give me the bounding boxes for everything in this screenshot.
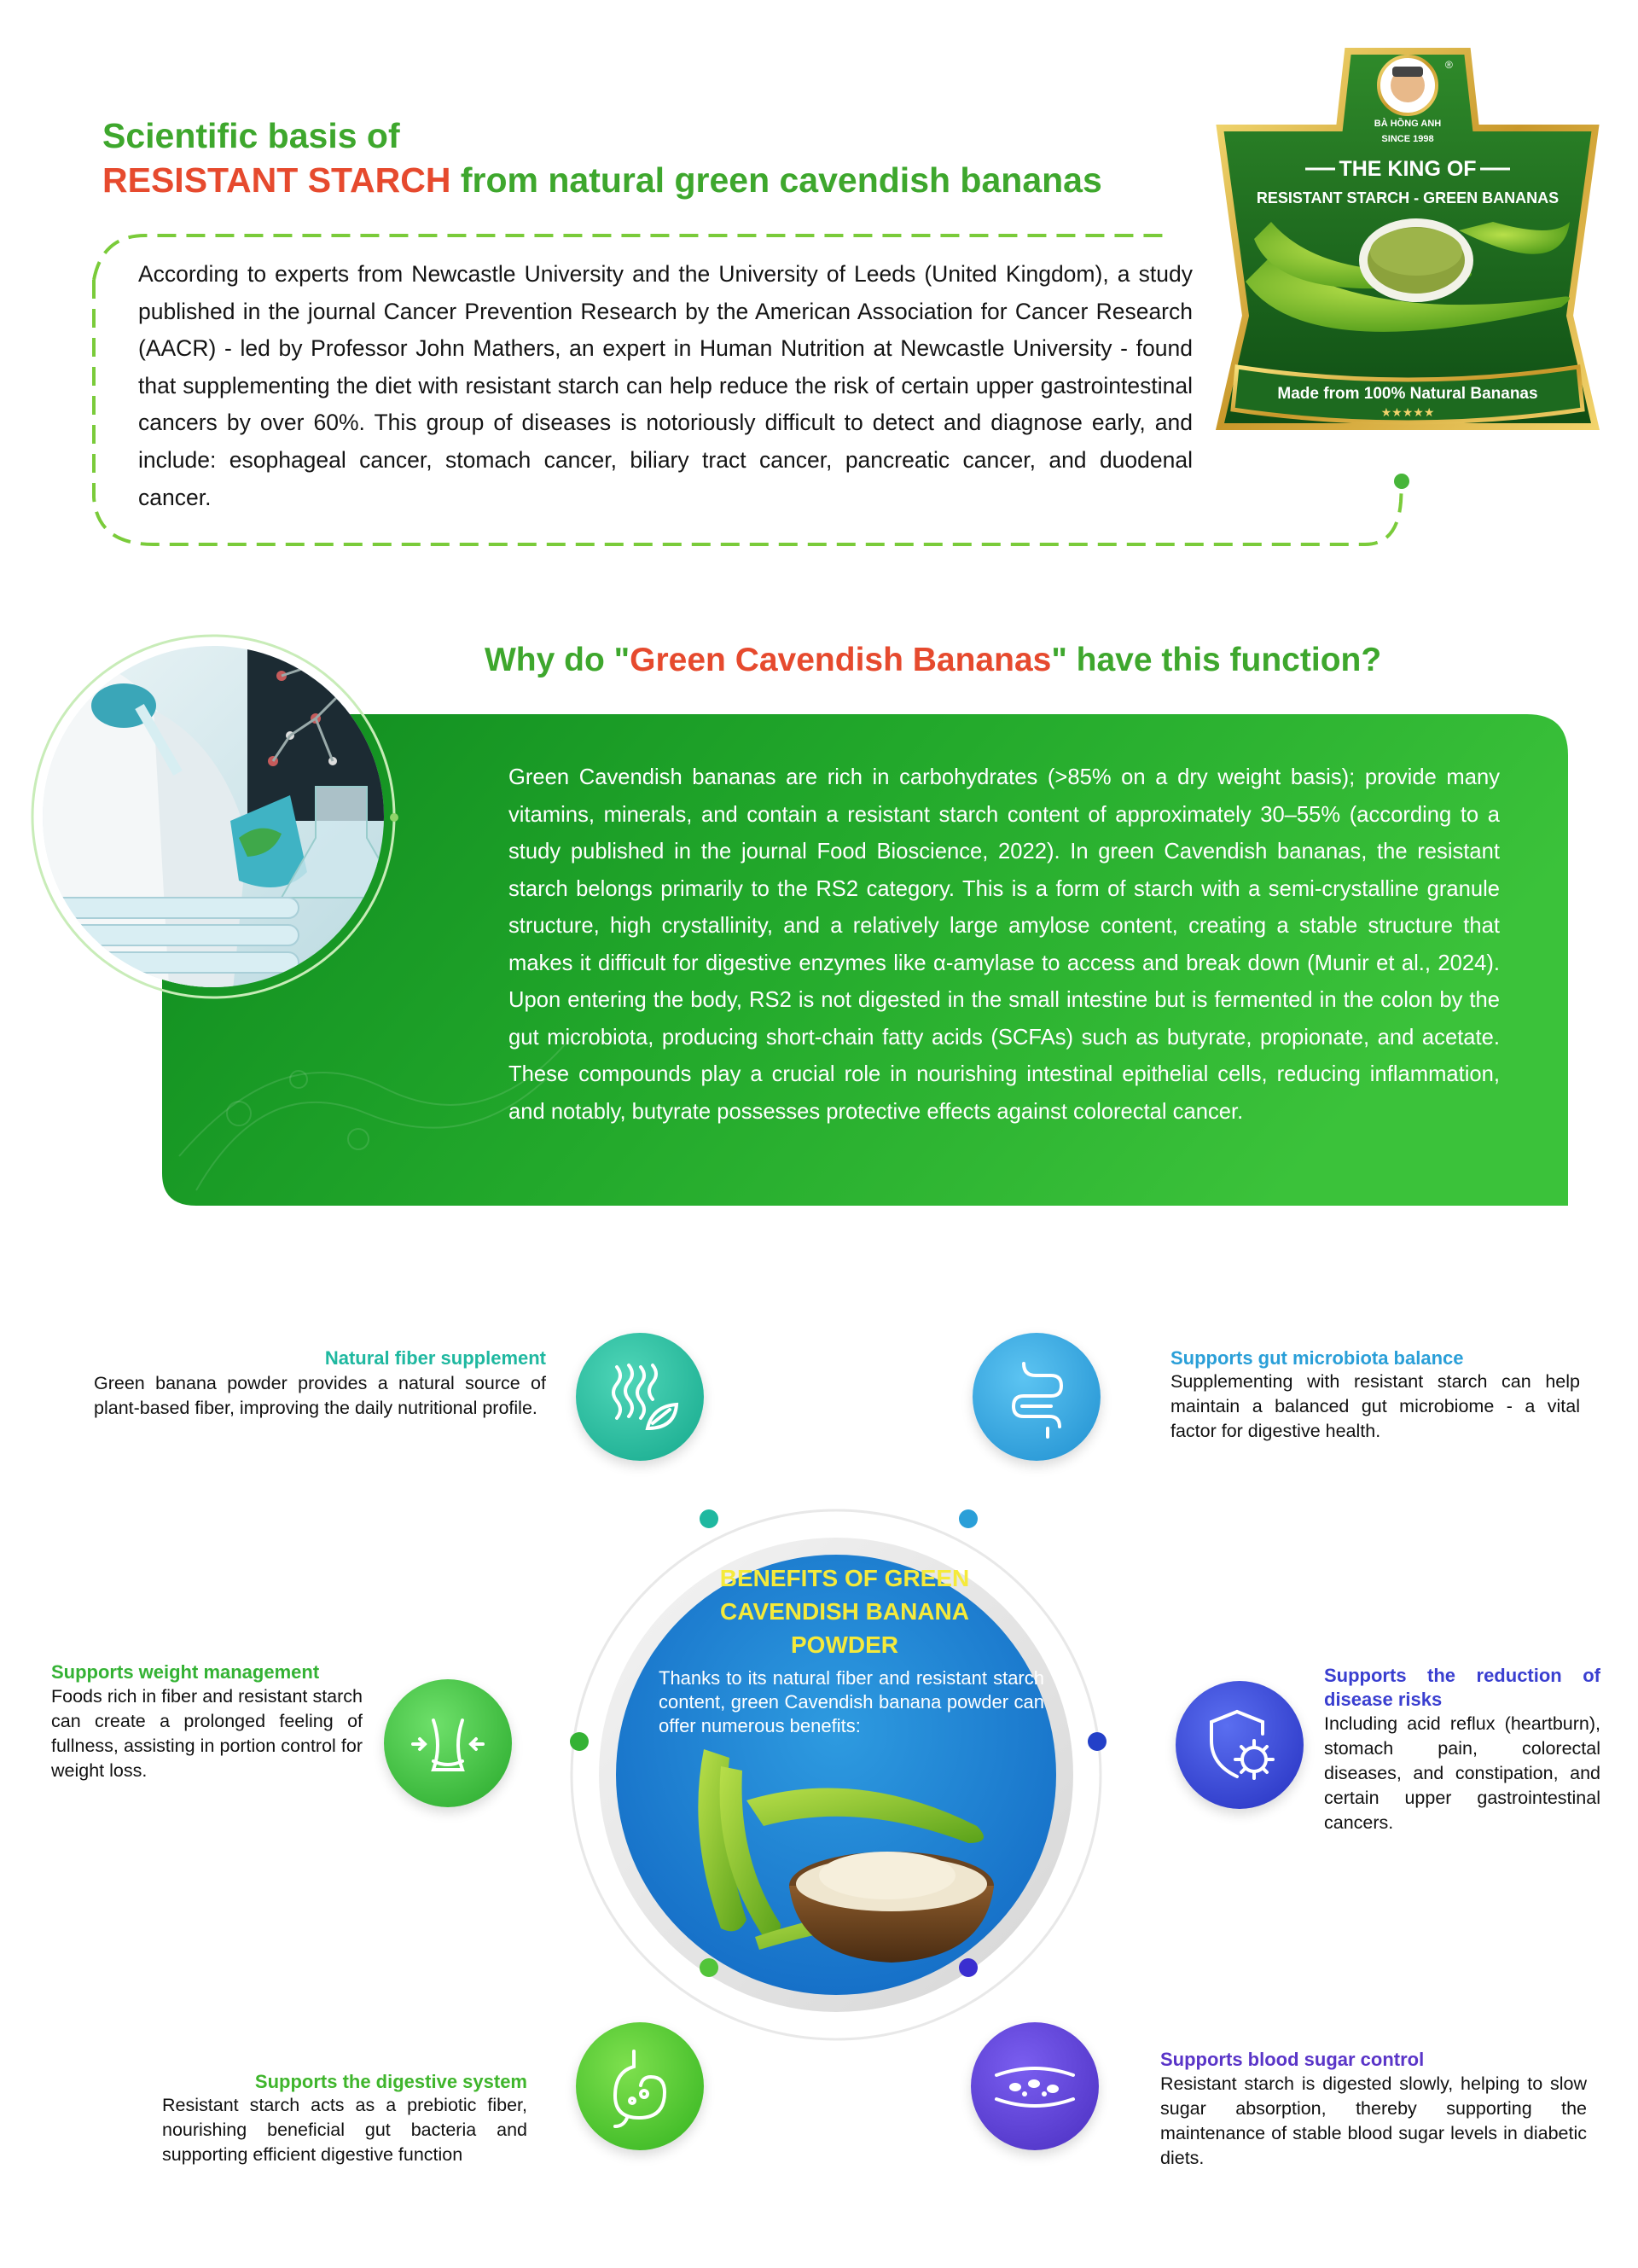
benefit-title-fiber: Natural fiber supplement bbox=[324, 1347, 546, 1369]
badge-since: SINCE 1998 bbox=[1381, 134, 1434, 144]
benefit-title-digestive: Supports the digestive system bbox=[254, 2071, 527, 2092]
ring-dot bbox=[959, 1509, 978, 1528]
badge-ribbon: Made from 100% Natural Bananas bbox=[1277, 385, 1538, 403]
benefit-title-disease: Supports the reduction of disease risks bbox=[1324, 1665, 1600, 1710]
brand-badge bbox=[1203, 26, 1612, 452]
waist-icon bbox=[384, 1679, 512, 1807]
benefit-text-digestive: Resistant starch acts as a prebiotic fiber, nourishing beneficial gut bacteria and supporting efficient digestive function bbox=[162, 2095, 527, 2165]
ring-dot bbox=[700, 1509, 718, 1528]
lab-photo bbox=[26, 616, 427, 1017]
section1-title-line1: Scientific basis of bbox=[102, 116, 400, 155]
benefit-text-microbiota: Supplementing with resistant starch can help maintain a balanced gut microbiome - a vital factor for digestive health. bbox=[1170, 1371, 1580, 1441]
stomach-icon bbox=[576, 2022, 704, 2150]
intestine-icon bbox=[973, 1333, 1101, 1461]
badge-subtitle: RESISTANT STARCH - GREEN BANANAS bbox=[1256, 189, 1560, 206]
benefit-text-weight: Foods rich in fiber and resistant starch can create a prolonged feeling of fullness, assisting in portion control for weight loss. bbox=[51, 1686, 363, 1781]
blood-vessel-icon bbox=[971, 2022, 1099, 2150]
badge-king: THE KING OF bbox=[1339, 157, 1477, 181]
ring-dot bbox=[1088, 1732, 1107, 1751]
section2-body-text: Green Cavendish bananas are rich in carbohydrates (>85% on a dry weight basis); provide many vitamins, minerals, and contain a resistant starch content of approximately 30–55% (according to a study published in the journal Food Bioscience, 2022). In green Cavendish bananas, the resistant starch belongs primarily to the RS2 category. This is a form of starch with a semi-crystalline granule structure, high crystallinity, and a relatively large amylose content, creating a stable structure that makes it difficult for digestive enzymes like α-amylase to access and break down (Munir et al., 2024). Upon entering the body, RS2 is not digested in the small intestine but is fermented in the colon by the gut microbiota, producing short-chain fatty acids (SCFAs) such as butyrate, propionate, and acetate. These compounds play a crucial role in nourishing intestinal epithelial cells, reducing inflammation, and notably, butyrate possesses protective effects against colorectal cancer. bbox=[508, 765, 1500, 1124]
badge-brand: BÀ HỒNG ANH bbox=[1374, 119, 1442, 129]
ring-dot bbox=[570, 1732, 589, 1751]
title-rest: from natural green cavendish bananas bbox=[450, 160, 1102, 200]
benefits-center-title: BENEFITS OF GREEN CAVENDISH BANANA POWDER bbox=[719, 1565, 970, 1658]
section2-heading: Why do "Green Cavendish Bananas" have this function? bbox=[485, 642, 1382, 678]
section1-body-text: According to experts from Newcastle University and the University of Leeds (United Kingdom), a study published in the journal Cancer Prevention Research by the American Association for Cancer Research (AACR) - led by Professor John Mathers, an expert in Human Nutrition at Newcastle University - found that supplementing the diet with resistant starch can help reduce the risk of certain upper gastrointestinal cancers by over 60%. This group of diseases is notoriously difficult to detect and diagnose early, and include: esophageal cancer, stomach cancer, biliary tract cancer, pancreatic cancer, and duodenal cancer. bbox=[138, 261, 1193, 510]
heading-highlight: Green Cavendish Bananas bbox=[630, 642, 1052, 678]
fiber-leaf-icon bbox=[576, 1333, 704, 1461]
benefit-text-disease: Including acid reflux (heartburn), stomach pain, colorectal diseases, and constipation, and certain upper gastrointestinal cancers. bbox=[1324, 1713, 1600, 1833]
banana-powder-illustration bbox=[670, 1732, 1028, 1971]
benefit-text-blood-sugar: Resistant starch is digested slowly, helping to slow sugar absorption, thereby supporting the maintenance of stable blood sugar levels in diabetic diets. bbox=[1160, 2073, 1587, 2168]
badge-stars: ★★★★★ bbox=[1380, 406, 1435, 420]
benefit-text-fiber: Green banana powder provides a natural source of plant-based fiber, improving the daily nutritional profile. bbox=[94, 1373, 546, 1418]
benefit-title-weight: Supports weight management bbox=[51, 1661, 320, 1683]
benefits-center-text: Thanks to its natural fiber and resistant starch content, green Cavendish banana powder can offer numerous benefits: bbox=[659, 1667, 1044, 1736]
benefit-title-microbiota: Supports gut microbiota balance bbox=[1170, 1347, 1464, 1369]
benefit-title-blood-sugar: Supports blood sugar control bbox=[1160, 2049, 1425, 2070]
title-highlight: RESISTANT STARCH bbox=[102, 160, 451, 200]
section1-title-line2 bbox=[102, 160, 1102, 201]
shield-virus-icon bbox=[1176, 1681, 1304, 1809]
svg-text:®: ® bbox=[1445, 59, 1453, 71]
